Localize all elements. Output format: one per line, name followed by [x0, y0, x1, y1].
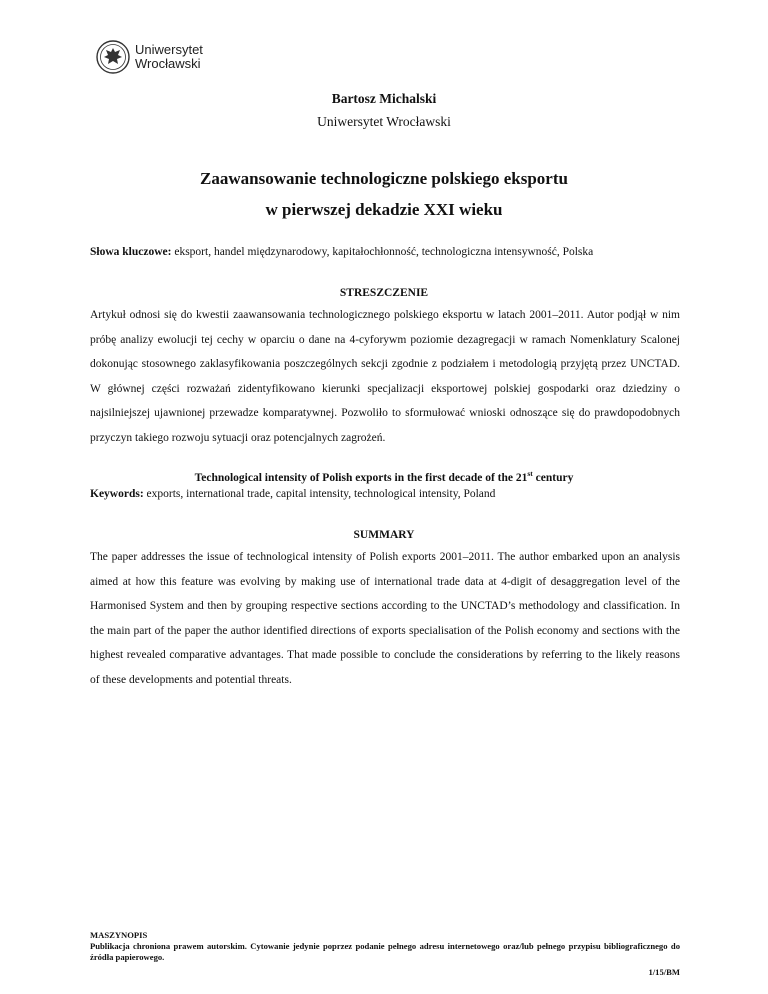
- author-affiliation: Uniwersytet Wrocławski: [317, 114, 451, 129]
- keywords-pl: [90, 246, 680, 258]
- logo-line-1: Uniwersytet: [135, 42, 203, 57]
- abstract-pl-text: Artykuł odnosi się do kwestii zaawansowania technologicznego polskiego eksportu w latach 2001–2011. Autor podjął w nim próbę analizy ewolucji tej cechy w oparciu o dane na 4-cyforywm poziomie dezagregacji w ramach Nomenklatury Scalonej dokonując stosownego zaklasyfikowania poszczególnych sekcji zgodnie z podziałem i metodologią przyjętą przez UNCTAD. W głównej części rozważań zidentyfikowano kierunki specjalizacji eksportowej polskiej gospodarki oraz dziedziny o najsilniejszej ujawnionej przewadze komparatywnej. Pozwoliło to sformułować wnioski odnoszące się do prawdopodobnych przyczyn takiego rozwoju sytuacji oraz potencjalnych zagrożeń.: [90, 309, 680, 444]
- english-title: [0, 469, 768, 484]
- university-logo: [96, 40, 203, 74]
- footer-copyright-notice: Publikacja chroniona prawem autorskim. Cytowanie jedynie poprzez podanie pełnego adresu internetowego oraz/lub pełnego przypisu bibliograficznego do źródła papierowego.: [90, 941, 680, 962]
- abstract-en-heading: SUMMARY: [353, 529, 415, 541]
- abstract-en-text: The paper addresses the issue of technological intensity of Polish exports 2001–2011. The author embarked upon an analysis aimed at how this feature was evolving by making use of international trade data at 4-digit of desaggregation level of the Harmonised System and then by grouping respective sections according to the UNCTAD’s methodology and classification. In the main part of the paper the author identified directions of exports specialisation of the Polish economy and sections with the highest revealed comparative advantages. That made possible to conclude the considerations by referring to the likely reasons of these developments and potential threats.: [90, 551, 680, 686]
- keywords-en-text: exports, international trade, capital intensity, technological intensity, Poland: [143, 488, 496, 500]
- paper-title-line-1: Zaawansowanie technologiczne polskiego eksportu: [200, 169, 568, 188]
- abstract-pl-heading: STRESZCZENIE: [339, 287, 429, 299]
- keywords-pl-label: Słowa kluczowe:: [90, 246, 172, 258]
- keywords-en-label: Keywords:: [90, 488, 144, 500]
- english-title-text: Technological intensity of Polish exports in the first decade of the 21: [194, 471, 528, 484]
- author-name: Bartosz Michalski: [331, 91, 437, 106]
- paper-title: [0, 163, 768, 225]
- keywords-en: [90, 488, 680, 500]
- eagle-crest-icon: [96, 40, 130, 74]
- footer-label: MASZYNOPIS: [90, 930, 148, 940]
- english-title-tail: century: [532, 471, 574, 484]
- page-reference: 1/15/BM: [648, 967, 680, 977]
- english-title-sup: st: [527, 469, 533, 478]
- footer: [90, 930, 680, 978]
- keywords-pl-text: eksport, handel międzynarodowy, kapitałochłonność, technologiczna intensywność, Polska: [171, 246, 594, 258]
- paper-title-line-2: w pierwszej dekadzie XXI wieku: [265, 200, 503, 219]
- logo-line-2: Wrocławski: [135, 56, 201, 71]
